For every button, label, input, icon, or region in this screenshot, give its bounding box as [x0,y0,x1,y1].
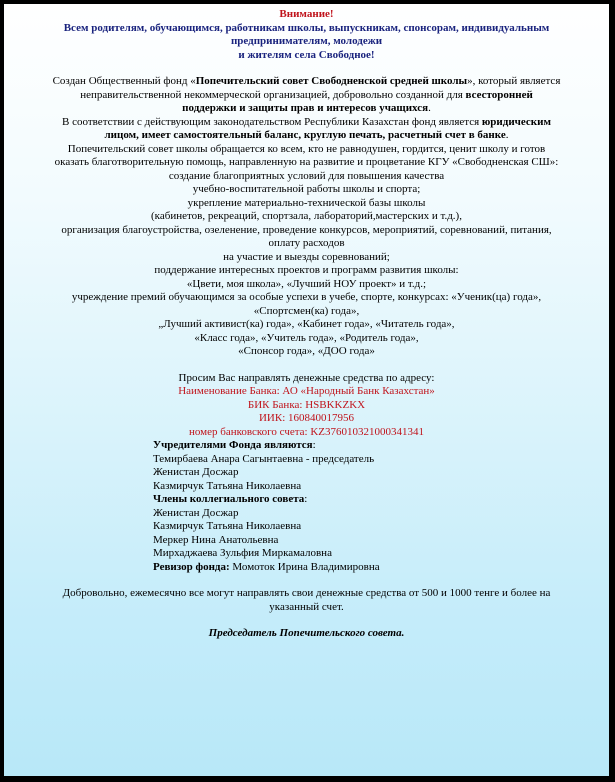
intro-line: создание благоприятных условий для повышения качества [168,169,445,182]
founder-item: Казмирчук Татьяна Николаевна [153,479,302,492]
intro-line: укрепление материально-технической базы школы [187,196,426,209]
bank-request: Просим Вас направлять денежные средства по адресу: [178,371,435,384]
bank-bik: БИК Банка: HSBKKZKX [247,398,366,411]
attention-heading: Внимание! [279,8,334,20]
intro-line: оказать благотворительную помощь, направленную на развитие и процветание КГУ «Свободненская СШ»: [54,156,559,168]
notice-panel [4,4,609,776]
closing-line: Добровольно, ежемесячно все могут направлять свои денежные средства от 500 и 1000 тенге и более на [62,587,551,599]
intro-line: «Спонсор года», «ДОО года» [238,345,375,357]
spacer [4,62,609,75]
founder-item: Темирбаева Анара Сагынтаевна - председатель [153,452,375,465]
spacer [4,614,609,627]
text-segment: юридическим [481,115,551,128]
text-segment: », который является [467,75,561,87]
text-segment: В соответствии с действующим законодательством Республики Казахстан фонд является [62,115,482,128]
text-segment: неправительственной некоммерческой организацией, добровольно созданной для [80,88,466,101]
board-item: Женистан Досжар [153,506,239,519]
address-line: Всем родителям, обучающимся, работникам школы, выпускникам, спонсорам, индивидуальным [63,21,550,34]
text-segment: Учредителями Фонда являются [153,439,313,451]
intro-line: «Цвети, моя школа», «Лучший НОУ проект» и т.д.; [186,277,427,290]
text-segment: : [304,493,308,505]
board-item: Меркер Нина Анатольевна [153,533,279,546]
notice-content [4,4,609,641]
bank-name: Наименование Банка: АО «Народный Банк Казахстан» [178,385,435,397]
text-segment: всесторонней [465,88,533,101]
text-segment: Ревизор фонда: [153,560,230,573]
intro-line: на участие и выезды соревнований; [223,250,390,263]
text-segment: : [312,439,316,451]
founders-heading [4,439,609,453]
intro-line: «Класс года», «Учитель года», «Родитель года», [194,331,419,344]
closing-line: указанный счет. [269,600,344,613]
intro-line: Попечительский совет школы обращается ко всем, кто не равнодушен, гордится, ценит школу и готов [67,142,546,155]
text-segment: . [505,129,509,141]
spacer [4,359,609,372]
intro-line: (кабинетов, рекреаций, спортзала, лабораторий,мастерских и т.д.), [151,210,462,222]
text-segment: поддержки и защиты прав и интересов учащихся [182,102,429,114]
founder-item: Женистан Досжар [153,466,239,478]
text-segment: Члены коллегиального совета [153,493,305,505]
intro-line [12,89,601,103]
fund-name: Попечительский совет Свободненской средней школы [195,75,468,87]
spacer [4,574,609,587]
text-segment: . [428,102,431,114]
intro-line: оплату расходов [268,237,345,249]
intro-line: учреждение премий обучающимся за особые успехи в учебе, спорте, конкурсах: «Ученик(ца) года», [71,291,542,303]
intro-line: поддержание интересных проектов и программ развития школы: [154,264,459,276]
address-line: предпринимателям, молодежи [230,35,383,47]
text-segment: лицом, имеет самостоятельный баланс, круглую печать, расчетный счет в банке [104,129,506,141]
board-heading [4,493,609,507]
text-segment: Создан Общественный фонд « [52,75,196,87]
intro-line: «Спортсмен(ка) года», [253,304,360,317]
bank-iin: ИИК: 160840017956 [258,412,355,424]
board-item: Казмирчук Татьяна Николаевна [153,520,302,532]
board-item: Мирхаджаева Зульфия Миркамаловна [153,547,332,559]
intro-line [12,116,601,130]
intro-line: организация благоустройства, озеленение, проведение конкурсов, мероприятий, соревнований, питания, [61,223,552,236]
intro-line [12,129,601,143]
intro-line: учебно-воспитательной работы школы и спорта; [192,183,421,195]
auditor-line [4,561,609,575]
signature: Председатель Попечительского совета. [208,627,405,639]
text-segment: Момоток Ирина Владимировна [229,560,380,573]
bank-account: номер банковского счета: KZ376010321000341341 [188,425,425,438]
intro-line [12,102,601,116]
intro-line: „Лучший активист(ка) года», «Кабинет года», «Читатель года», [158,318,455,330]
intro-line [12,75,601,89]
address-line: и жителям села Свободное! [238,48,375,61]
